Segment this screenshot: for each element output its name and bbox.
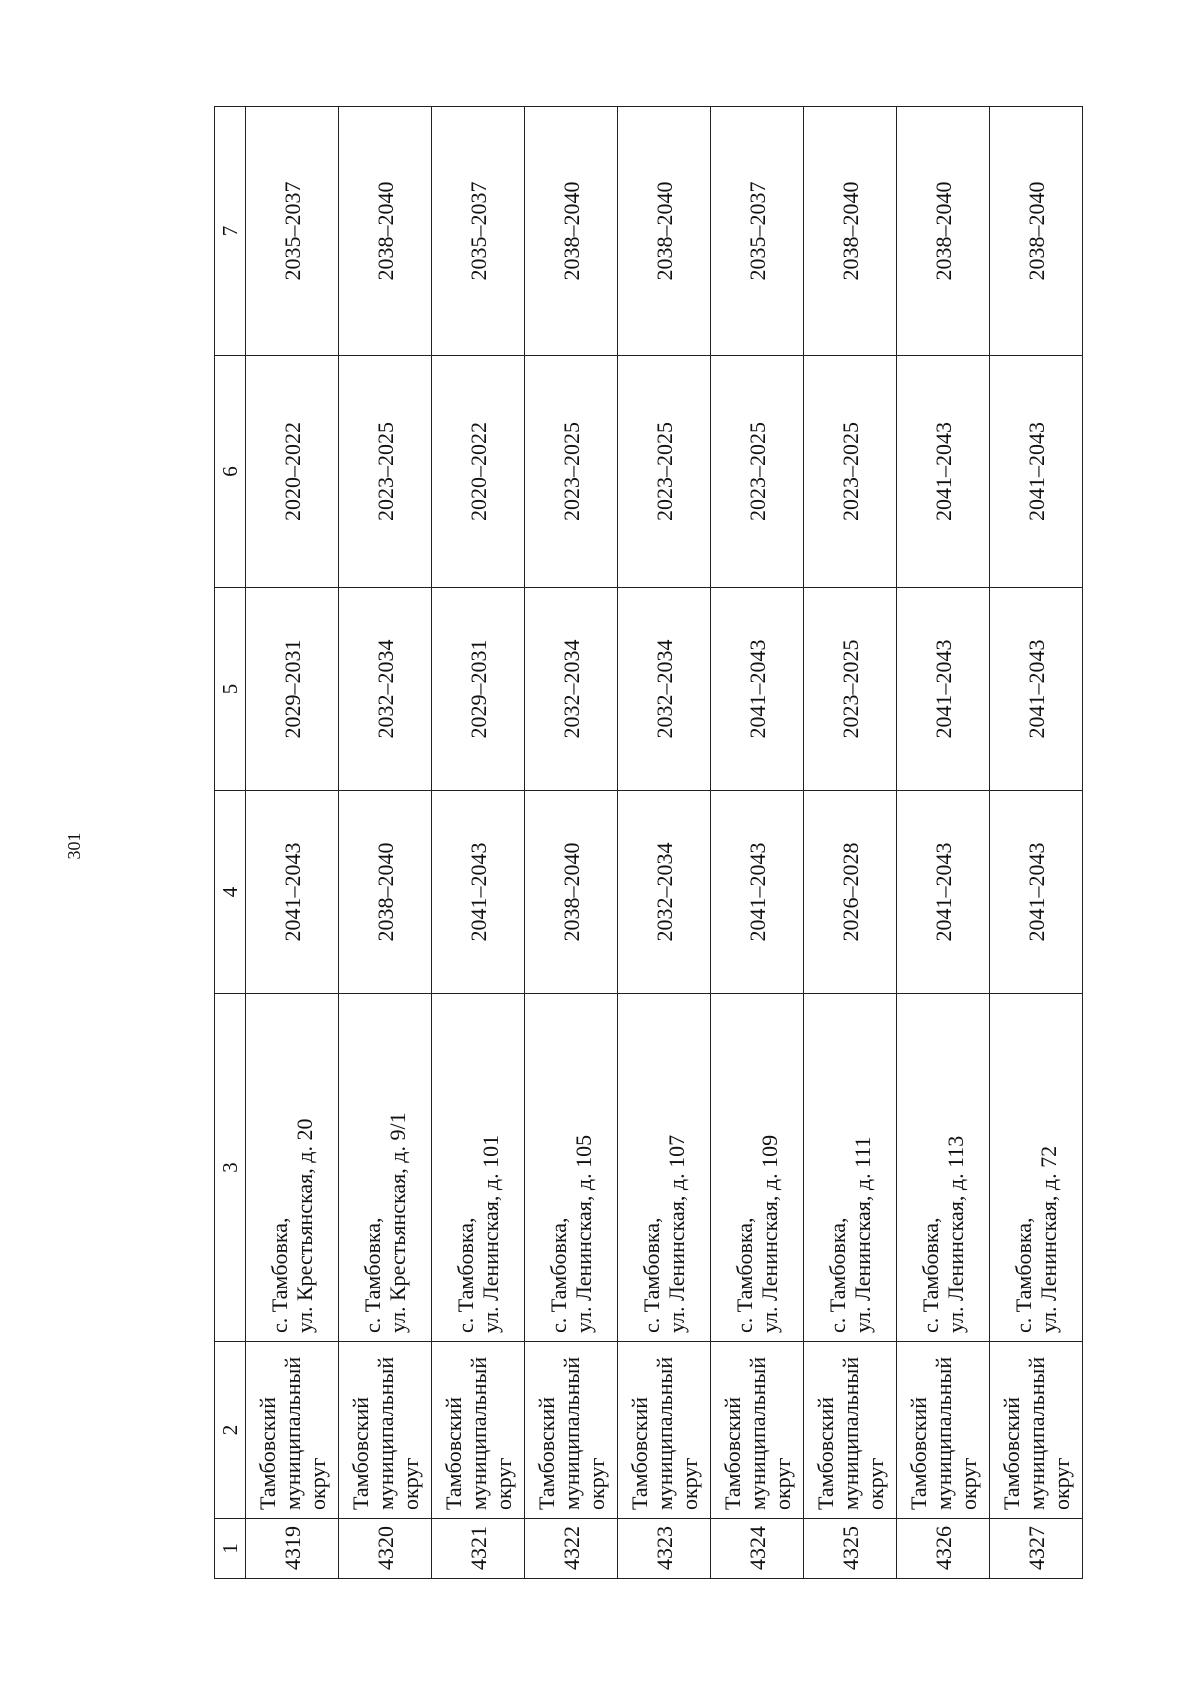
district-line: округ: [397, 1457, 423, 1510]
district-line: Тамбовский: [533, 1396, 559, 1510]
address-line: с. Тамбовка,: [732, 1217, 757, 1333]
address-line: ул. Ленинская, д. 101: [478, 1134, 503, 1333]
address-line: ул. Ленинская, д. 72: [1036, 1145, 1061, 1333]
address-line: с. Тамбовка,: [267, 1217, 292, 1333]
district-line: округ: [955, 1457, 981, 1510]
district-line: муниципальный: [651, 1356, 677, 1510]
district-line: Тамбовский: [998, 1396, 1024, 1510]
cell-address: [432, 994, 525, 1342]
cell-period-col-5: 2041–2043: [711, 588, 804, 791]
address-line: ул. Крестьянская, д. 9/1: [385, 1112, 410, 1333]
address-line: с. Тамбовка,: [546, 1217, 571, 1333]
cell-record-number: 4321: [432, 1519, 525, 1579]
address-line: ул. Ленинская, д. 111: [850, 1136, 875, 1333]
header-cell-5: 5: [215, 588, 246, 791]
address-line: ул. Крестьянская, д. 20: [292, 1118, 317, 1333]
cell-period-col-4: 2038–2040: [339, 791, 432, 994]
district-line: Тамбовский: [719, 1396, 745, 1510]
cell-district: [432, 1342, 525, 1519]
cell-period-col-7: 2038–2040: [525, 107, 618, 356]
cell-period-col-5: 2041–2043: [897, 588, 990, 791]
district-line: округ: [490, 1457, 516, 1510]
table-row: [246, 107, 339, 1579]
district-line: Тамбовский: [440, 1396, 466, 1510]
header-cell-6: 6: [215, 356, 246, 588]
table-row: [990, 107, 1083, 1579]
district-line: муниципальный: [465, 1356, 491, 1510]
district-line: Тамбовский: [905, 1396, 931, 1510]
cell-period-col-6: 2023–2025: [711, 356, 804, 588]
cell-period-col-5: 2023–2025: [804, 588, 897, 791]
address-line: ул. Ленинская, д. 105: [571, 1134, 596, 1333]
table-row: [618, 107, 711, 1579]
cell-period-col-7: 2035–2037: [246, 107, 339, 356]
header-cell-1: 1: [215, 1519, 246, 1579]
cell-period-col-7: 2035–2037: [432, 107, 525, 356]
cell-period-col-4: 2026–2028: [804, 791, 897, 994]
cell-period-col-7: 2038–2040: [990, 107, 1083, 356]
header-cell-3: 3: [215, 994, 246, 1342]
header-cell-2: 2: [215, 1342, 246, 1519]
cell-record-number: 4322: [525, 1519, 618, 1579]
cell-period-col-7: 2038–2040: [897, 107, 990, 356]
cell-district: [525, 1342, 618, 1519]
cell-period-col-4: 2038–2040: [525, 791, 618, 994]
cell-record-number: 4327: [990, 1519, 1083, 1579]
cell-period-col-4: 2041–2043: [432, 791, 525, 994]
cell-record-number: 4319: [246, 1519, 339, 1579]
cell-period-col-6: 2041–2043: [897, 356, 990, 588]
table-row: [339, 107, 432, 1579]
cell-period-col-7: 2038–2040: [339, 107, 432, 356]
cell-district: [711, 1342, 804, 1519]
cell-period-col-5: 2032–2034: [339, 588, 432, 791]
cell-address: [711, 994, 804, 1342]
cell-period-col-7: 2038–2040: [618, 107, 711, 356]
header-cell-7: 7: [215, 107, 246, 356]
district-line: округ: [676, 1457, 702, 1510]
district-line: муниципальный: [558, 1356, 584, 1510]
district-line: муниципальный: [930, 1356, 956, 1510]
header-cell-4: 4: [215, 791, 246, 994]
district-line: округ: [862, 1457, 888, 1510]
district-line: Тамбовский: [347, 1396, 373, 1510]
district-line: округ: [769, 1457, 795, 1510]
cell-period-col-7: 2035–2037: [711, 107, 804, 356]
table-row: [432, 107, 525, 1579]
cell-period-col-4: 2041–2043: [246, 791, 339, 994]
cell-address: [525, 994, 618, 1342]
cell-period-col-4: 2041–2043: [711, 791, 804, 994]
cell-period-col-6: 2023–2025: [525, 356, 618, 588]
cell-period-col-5: 2029–2031: [246, 588, 339, 791]
data-table: [214, 106, 1083, 1579]
cell-record-number: 4323: [618, 1519, 711, 1579]
cell-period-col-6: 2023–2025: [339, 356, 432, 588]
cell-district: [990, 1342, 1083, 1519]
cell-period-col-4: 2041–2043: [897, 791, 990, 994]
address-line: с. Тамбовка,: [918, 1217, 943, 1333]
address-line: ул. Ленинская, д. 113: [943, 1135, 968, 1333]
cell-district: [339, 1342, 432, 1519]
district-line: муниципальный: [279, 1356, 305, 1510]
address-line: ул. Ленинская, д. 109: [757, 1134, 782, 1333]
address-line: с. Тамбовка,: [453, 1217, 478, 1333]
cell-period-col-4: 2041–2043: [990, 791, 1083, 994]
district-line: Тамбовский: [254, 1396, 280, 1510]
cell-address: [990, 994, 1083, 1342]
cell-district: [618, 1342, 711, 1519]
table-header-row: [215, 107, 246, 1579]
cell-period-col-5: 2029–2031: [432, 588, 525, 791]
table-row: [525, 107, 618, 1579]
district-line: округ: [1048, 1457, 1074, 1510]
address-line: с. Тамбовка,: [825, 1217, 850, 1333]
district-line: Тамбовский: [812, 1396, 838, 1510]
cell-period-col-6: 2020–2022: [246, 356, 339, 588]
district-line: муниципальный: [744, 1356, 770, 1510]
cell-district: [246, 1342, 339, 1519]
table-container: [214, 107, 1090, 1579]
cell-district: [897, 1342, 990, 1519]
cell-period-col-7: 2038–2040: [804, 107, 897, 356]
cell-period-col-5: 2032–2034: [618, 588, 711, 791]
cell-period-col-6: 2041–2043: [990, 356, 1083, 588]
table-row: [711, 107, 804, 1579]
district-line: муниципальный: [837, 1356, 863, 1510]
cell-district: [804, 1342, 897, 1519]
cell-address: [339, 994, 432, 1342]
cell-record-number: 4326: [897, 1519, 990, 1579]
district-line: Тамбовский: [626, 1396, 652, 1510]
address-line: ул. Ленинская, д. 107: [664, 1134, 689, 1333]
address-line: с. Тамбовка,: [1011, 1217, 1036, 1333]
cell-period-col-5: 2032–2034: [525, 588, 618, 791]
address-line: с. Тамбовка,: [639, 1217, 664, 1333]
district-line: округ: [583, 1457, 609, 1510]
district-line: округ: [304, 1457, 330, 1510]
district-line: муниципальный: [1023, 1356, 1049, 1510]
cell-record-number: 4320: [339, 1519, 432, 1579]
table-row: [804, 107, 897, 1579]
cell-period-col-6: 2023–2025: [618, 356, 711, 588]
page-number: 301: [64, 832, 84, 860]
cell-record-number: 4325: [804, 1519, 897, 1579]
cell-address: [246, 994, 339, 1342]
district-line: муниципальный: [372, 1356, 398, 1510]
cell-address: [897, 994, 990, 1342]
cell-address: [804, 994, 897, 1342]
cell-period-col-6: 2020–2022: [432, 356, 525, 588]
cell-period-col-5: 2041–2043: [990, 588, 1083, 791]
cell-period-col-4: 2032–2034: [618, 791, 711, 994]
cell-address: [618, 994, 711, 1342]
cell-period-col-6: 2023–2025: [804, 356, 897, 588]
address-line: с. Тамбовка,: [360, 1217, 385, 1333]
cell-record-number: 4324: [711, 1519, 804, 1579]
table-row: [897, 107, 990, 1579]
